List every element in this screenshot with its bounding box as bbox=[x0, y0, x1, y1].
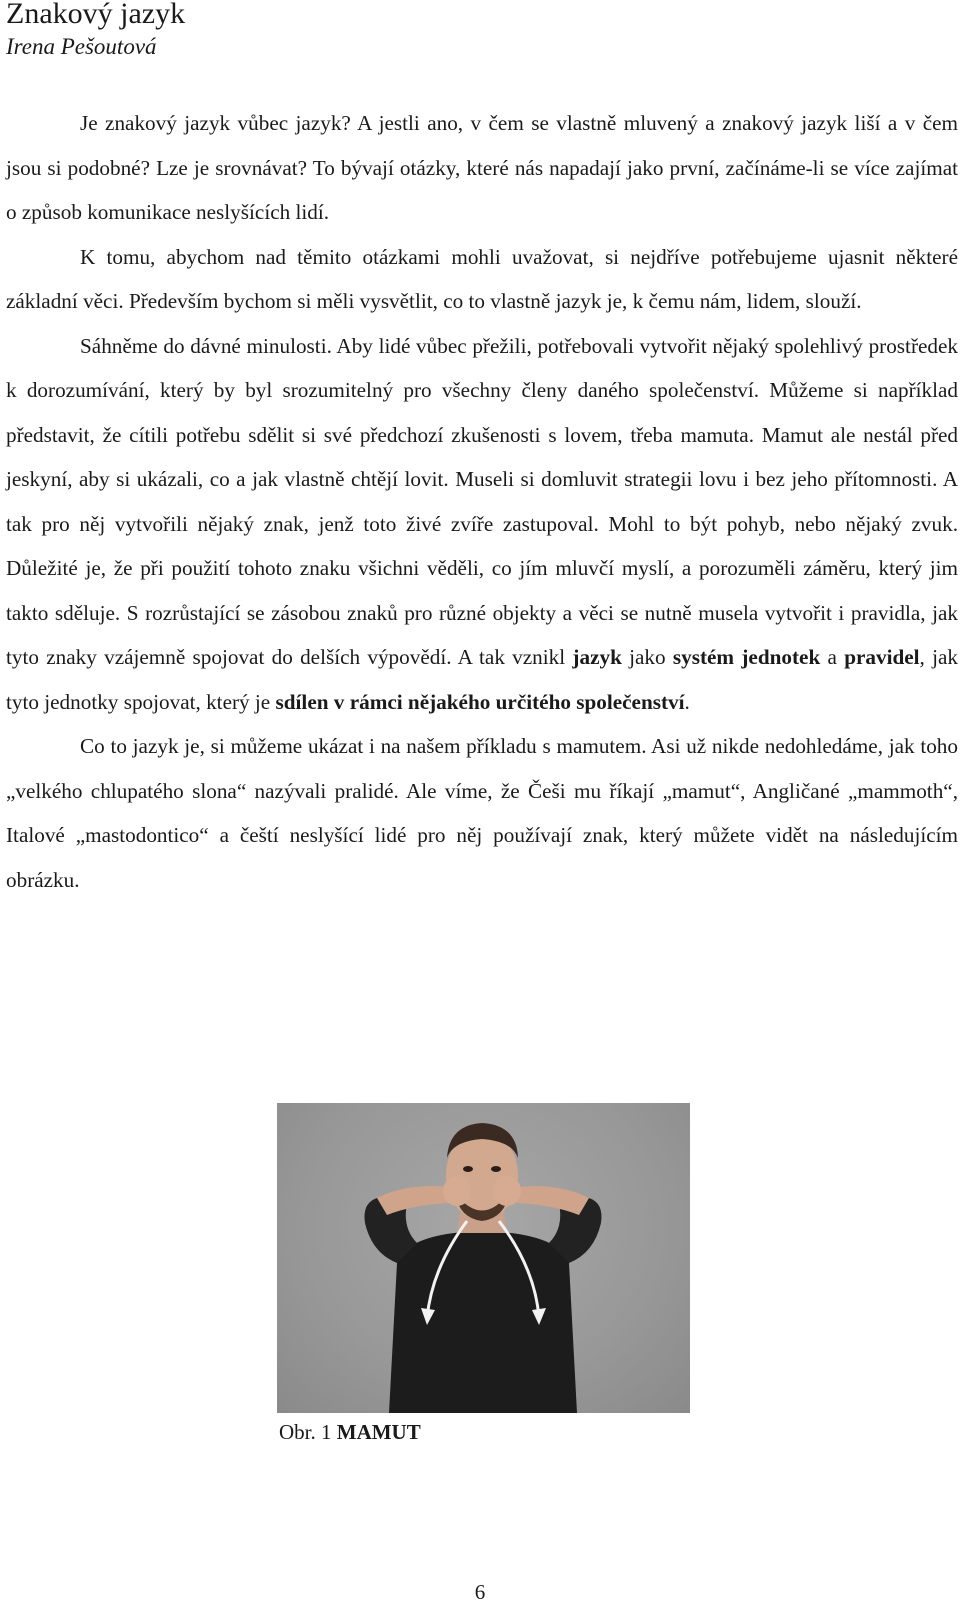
paragraph-3-text-a: Sáhněme do dávné minulosti. Aby lidé vůbec přežili, potřebovali vytvořit nějaký spolehlivý prostředek k dorozumívání, který by byl srozumitelný pro všechny členy daného společenství. Můžeme si například představit, že cítili potřebu sdělit si své předchozí zkušenosti s lovem, třeba mamuta. Mamut ale nestál před jeskyní, aby si ukázali, co a jak vlastně chtějí lovit. Museli si domluvit strategii lovu i bez jeho přítomnosti. A tak pro něj vytvořili nějaký znak, jenž toto živé zvíře zastupoval. Mohl to být pohyb, nebo nějaký zvuk. Důležité je, že při použití tohoto znaku všichni věděli, co jím mluvčí myslí, a porozuměli záměru, který jim takto sděluje. S rozrůstající se zásobou znaků pro různé objekty a věci se nutně musela vytvořit i pravidla, jak tyto znaky vzájemně spojovat do delších výpovědí. A tak vznikl bbox=[6, 333, 958, 669]
paragraph-3-text-b: jako bbox=[621, 645, 673, 669]
paragraph-2: K tomu, abychom nad těmito otázkami mohli uvažovat, si nejdříve potřebujeme ujasnit některé základní věci. Především bychom si měli vysvětlit, co to vlastně jazyk je, k čemu nám, lidem, slouží. bbox=[6, 244, 958, 313]
paragraph-3 bbox=[6, 324, 958, 725]
paragraph-3-text-e: . bbox=[684, 689, 690, 714]
page-number: 6 bbox=[474, 1580, 486, 1604]
term-pravidel: pravidel bbox=[844, 645, 920, 669]
term-system-jednotek: systém jednotek bbox=[672, 645, 821, 669]
caption-title: MAMUT bbox=[336, 1420, 421, 1444]
mamut-sign-photo bbox=[277, 1103, 690, 1413]
article-body bbox=[6, 101, 958, 902]
figure-caption bbox=[279, 1418, 421, 1446]
caption-prefix: Obr. 1 bbox=[279, 1420, 337, 1444]
paragraph-4: Co to jazyk je, si můžeme ukázat i na našem příkladu s mamutem. Asi už nikde nedohledáme, jak toho „velkého chlupatého slona“ nazývali pralidé. Ale víme, že Češi mu říkají „mamut“, Angličané „mammoth“, Italové „mastodontico“ a čeští neslyšící lidé pro něj používají znak, který můžete vidět na následujícím obrázku. bbox=[6, 734, 958, 892]
term-jazyk: jazyk bbox=[572, 645, 622, 669]
paragraph-1: Je znakový jazyk vůbec jazyk? A jestli ano, v čem se vlastně mluvený a znakový jazyk liší a v čem jsou si podobné? Lze je srovnávat? To bývají otázky, které nás napadají jako první, začínáme-li se více zajímat o způsob komunikace neslyšících lidí. bbox=[6, 111, 958, 224]
author-name: Irena Pešoutová bbox=[6, 34, 157, 59]
paragraph-3-text-c: a bbox=[820, 645, 845, 669]
document-title: Znakový jazyk bbox=[6, 0, 186, 30]
paragraph-3-text-d: , jak tyto jednotky spojovat, který je bbox=[6, 645, 958, 714]
term-sdilen: sdílen v rámci nějakého určitého společenství bbox=[275, 689, 685, 714]
signer-illustration bbox=[277, 1103, 690, 1413]
